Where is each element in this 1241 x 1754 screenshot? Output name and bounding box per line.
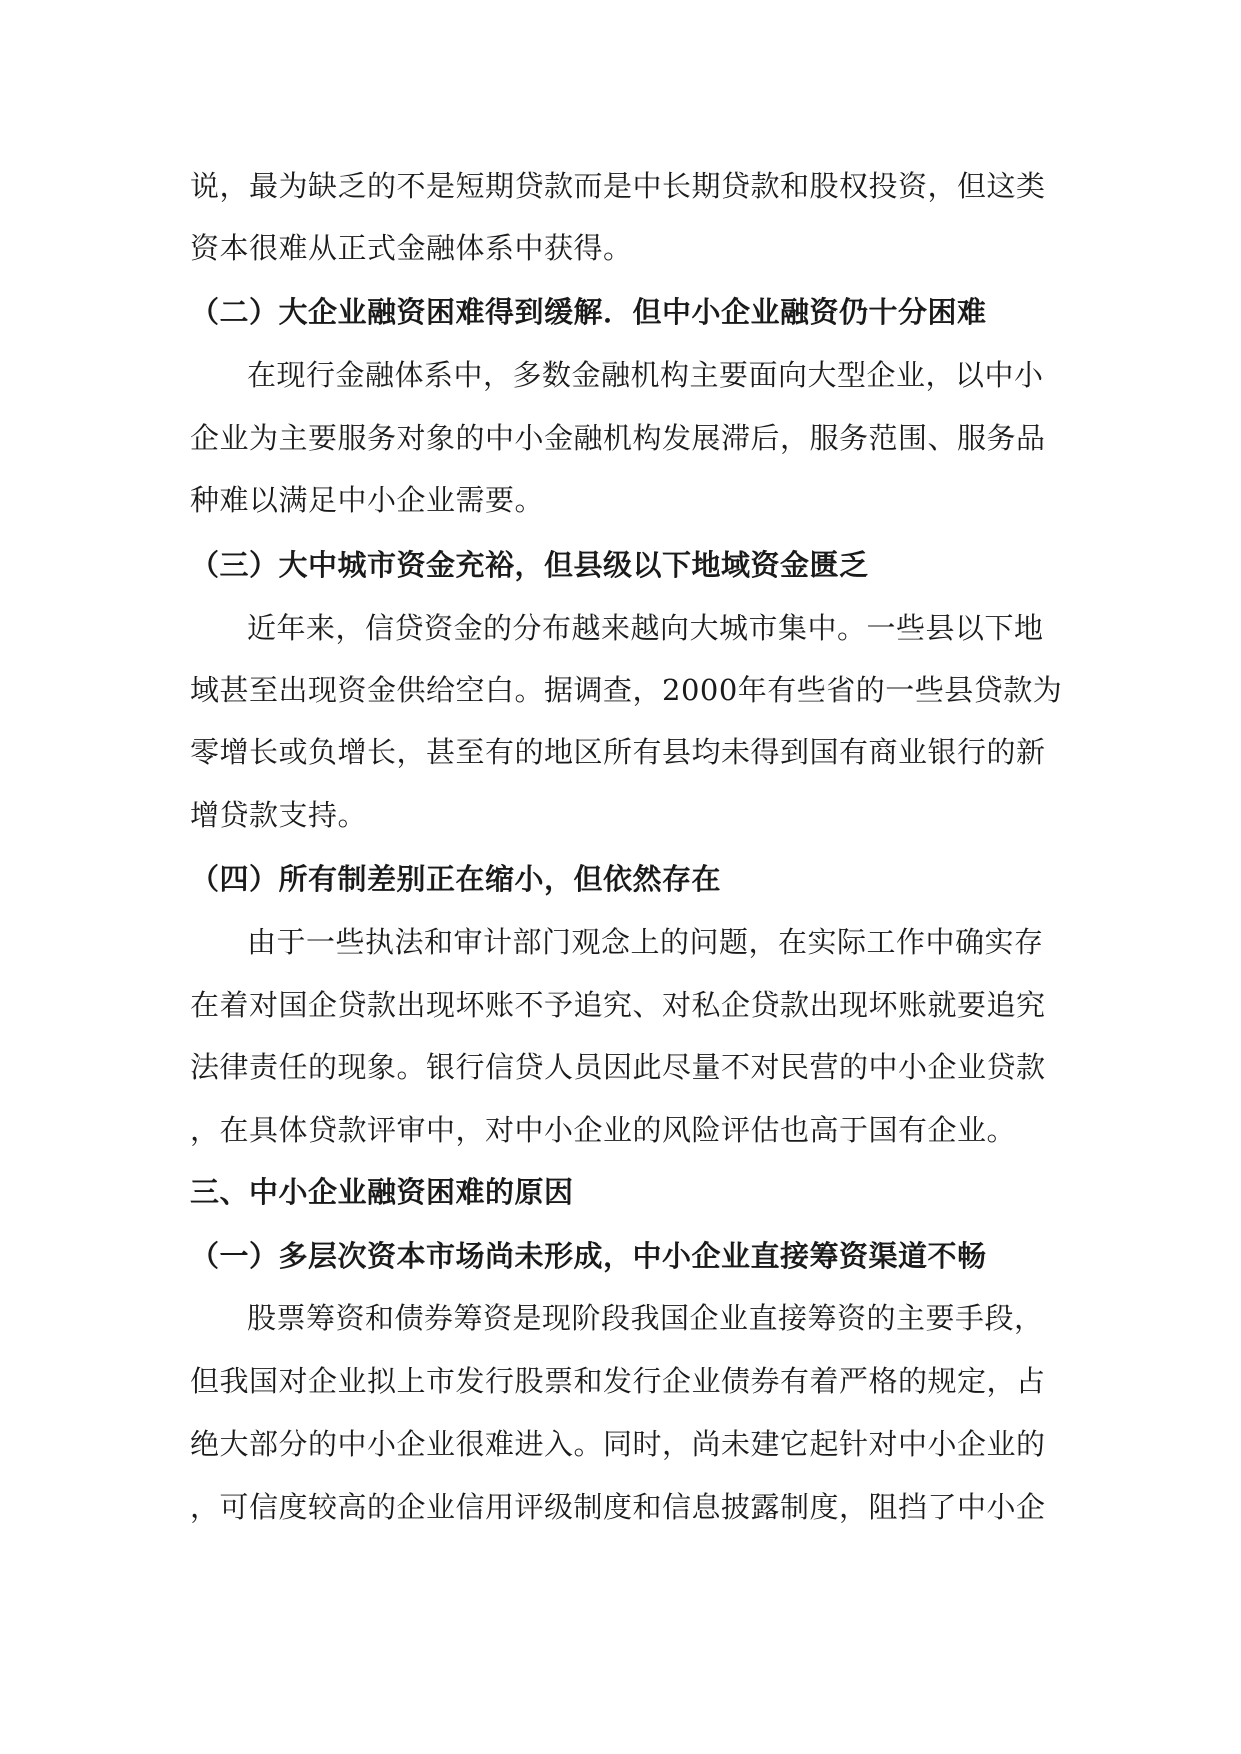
paragraph-line: 由于一些执法和审计部门观念上的问题，在实际工作中确实存	[247, 925, 1044, 959]
paragraph-line: 绝大部分的中小企业很难进入。同时，尚未建它起针对中小企业的	[190, 1427, 1046, 1461]
paragraph-line: 种难以满足中小企业需要。	[190, 483, 545, 517]
paragraph-line: 增贷款支持。	[190, 798, 368, 832]
paragraph-line: 但我国对企业拟上市发行股票和发行企业债券有着严格的规定，占	[190, 1364, 1046, 1398]
paragraph-line: 资本很难从正式金融体系中获得。	[190, 231, 633, 265]
section-heading: （二）大企业融资困难得到缓解．但中小企业融资仍十分困难	[190, 295, 987, 329]
paragraph-line: 企业为主要服务对象的中小金融机构发展滞后，服务范围、服务品	[190, 421, 1046, 455]
paragraph-line: 在着对国企贷款出现坏账不予追究、对私企贷款出现坏账就要追究	[190, 988, 1046, 1022]
paragraph-line: 法律责任的现象。银行信贷人员因此尽量不对民营的中小企业贷款	[190, 1050, 1046, 1084]
paragraph-line: 说，最为缺乏的不是短期贷款而是中长期贷款和股权投资，但这类	[190, 169, 1046, 203]
chapter-heading: 三、中小企业融资困难的原因	[190, 1175, 574, 1209]
paragraph-line: ，在具体贷款评审中，对中小企业的风险评估也高于国有企业。	[190, 1113, 1017, 1147]
paragraph-line: 零增长或负增长，甚至有的地区所有县均未得到国有商业银行的新	[190, 735, 1046, 769]
paragraph-line: 域甚至出现资金供给空白。据调查，2000年有些省的一些县贷款为	[190, 673, 1063, 707]
paragraph-line: ，可信度较高的企业信用评级制度和信息披露制度，阻挡了中小企	[190, 1490, 1046, 1524]
paragraph-line: 近年来，信贷资金的分布越来越向大城市集中。一些县以下地	[247, 611, 1044, 645]
paragraph-line: 股票筹资和债券筹资是现阶段我国企业直接筹资的主要手段，	[247, 1301, 1044, 1335]
section-heading: （一）多层次资本市场尚未形成，中小企业直接筹资渠道不畅	[190, 1239, 987, 1273]
section-heading: （四）所有制差别正在缩小，但依然存在	[190, 862, 722, 896]
paragraph-line: 在现行金融体系中，多数金融机构主要面向大型企业，以中小	[247, 358, 1044, 392]
section-heading: （三）大中城市资金充裕，但县级以下地域资金匮乏	[190, 548, 869, 582]
